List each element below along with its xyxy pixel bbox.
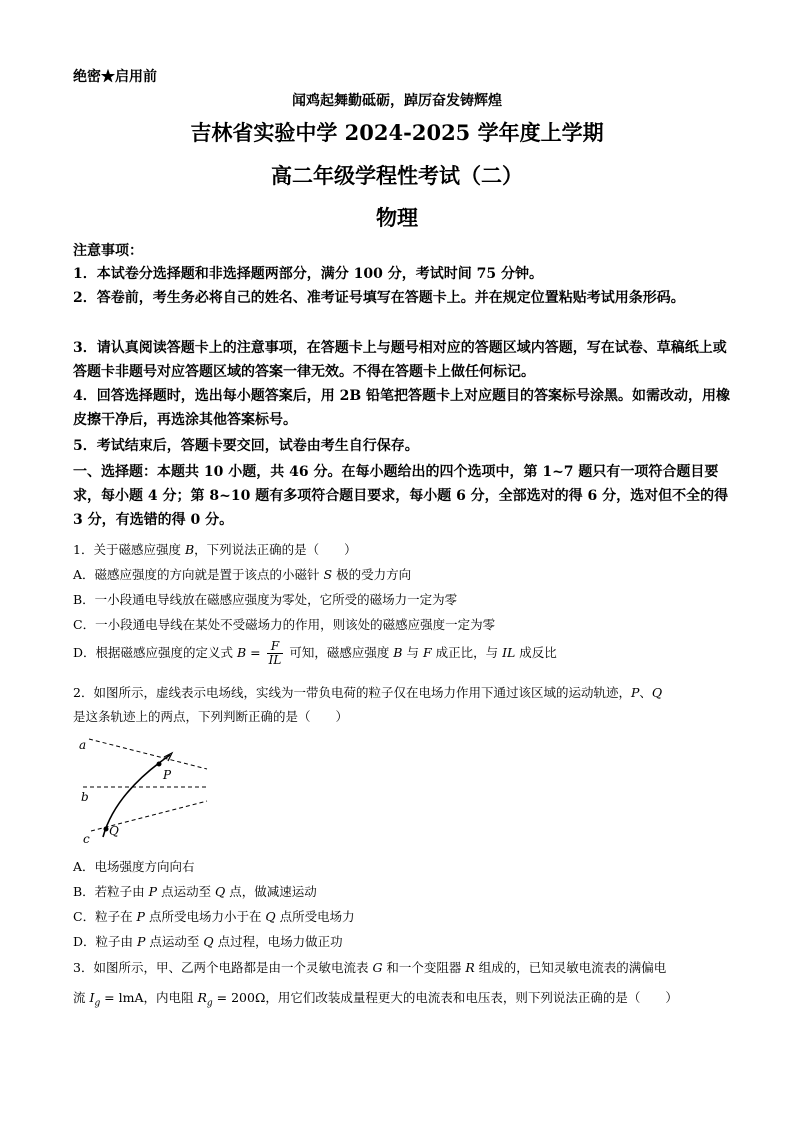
formula-fraction: $\frac{F}{IL}$ (268, 639, 282, 667)
q1-option-b: B．一小段通电导线放在磁感应强度为零处，它所受的磁场力一定为零 (73, 592, 458, 607)
notice-item-4: 4．回答选择题时，选出每小题答案后，用 2B 铅笔把答题卡上对应题目的答案标号涂黑。如需改动，用橡皮擦干净后，再选涂其他答案标号。 (73, 388, 731, 428)
q2-stem-line1: 2．如图所示，虚线表示电场线，实线为一带负电荷的粒子仅在电场力作用下通过该区域的运动轨迹，P、Q (73, 685, 663, 700)
field-line-a (89, 739, 207, 769)
label-c: c (83, 832, 90, 845)
q2-option-d: D．粒子由 P 点运动至 Q 点过程，电场力做正功 (73, 934, 343, 949)
q1-option-a: A．磁感应强度的方向就是置于该点的小磁针 S 极的受力方向 (73, 567, 412, 582)
label-q: Q (109, 824, 119, 838)
exam-subject: 物理 (376, 205, 418, 230)
q3-stem-line2: 流 $I_g$ = lmA，内电阻 $R_g = 200\Omega$，用它们改装成量程更大的电流表和电压表，则下列说法正确的是（ ） (73, 990, 678, 1009)
q2-field-figure (75, 733, 215, 845)
q2-stem-line2: 是这条轨迹上的两点，下列判断正确的是（ ） (73, 709, 349, 724)
q2-option-b: B．若粒子由 P 点运动至 Q 点，做减速运动 (73, 884, 317, 899)
q2-option-a: A．电场强度方向向右 (73, 859, 195, 874)
notice-item-1: 1．本试卷分选择题和非选择题两部分，满分 100 分，考试时间 75 分钟。 (73, 266, 543, 282)
notice-item-5: 5．考试结束后，答题卡要交回，试卷由考生自行保存。 (73, 438, 419, 454)
q1-option-c: C．一小段通电导线在某处不受磁场力的作用，则该处的磁感应强度一定为零 (73, 617, 496, 632)
exam-title-school: 吉林省实验中学 2024-2025 学年度上学期 (190, 120, 604, 145)
point-p (157, 762, 162, 767)
q1-option-d: D．根据磁感应强度的定义式 B = $\frac{F}{IL}$ 可知，磁感应强度 B 与 F 成正比，与 IL 成反比 (73, 639, 557, 667)
point-q (104, 827, 109, 832)
notice-item-2: 2．答卷前，考生务必将自己的姓名、准考证号填写在答题卡上。并在规定位置粘贴考试用条形码。 (73, 290, 685, 306)
q3-stem-line1: 3．如图所示，甲、乙两个电路都是由一个灵敏电流表 G 和一个变阻器 R 组成的，已知灵敏电流表的满偏电 (73, 960, 667, 975)
motto: 闻鸡起舞勤砥砺，踔厉奋发铸辉煌 (292, 93, 502, 109)
q1-stem: 1．关于磁感应强度 B，下列说法正确的是（ ） (73, 542, 357, 557)
label-p: P (163, 768, 172, 782)
notice-item-3: 3．请认真阅读答题卡上的注意事项，在答题卡上与题号相对应的答题区域内答题，写在试卷、草稿纸上或答题卡非题号对应答题区域的答案一律无效。不得在答题卡上做任何标记。 (73, 340, 727, 380)
q2-option-c: C．粒子在 P 点所受电场力小于在 Q 点所受电场力 (73, 909, 355, 924)
exam-title-grade: 高二年级学程性考试（二） (271, 163, 523, 188)
label-a: a (79, 738, 87, 752)
label-b: b (81, 790, 89, 804)
notice-heading: 注意事项： (73, 243, 143, 259)
section-intro: 一、选择题：本题共 10 小题，共 46 分。在每小题给出的四个选项中，第 1~7 题只有一项符合题目要求，每小题 4 分；第 8~10 题有多项符合题目要求，每小题 6 分，全部选对的得 6 分，选对但不全的得 3 分，有选错的得 0 分。 (73, 464, 729, 528)
confidential-label: 绝密★启用前 (73, 69, 157, 85)
